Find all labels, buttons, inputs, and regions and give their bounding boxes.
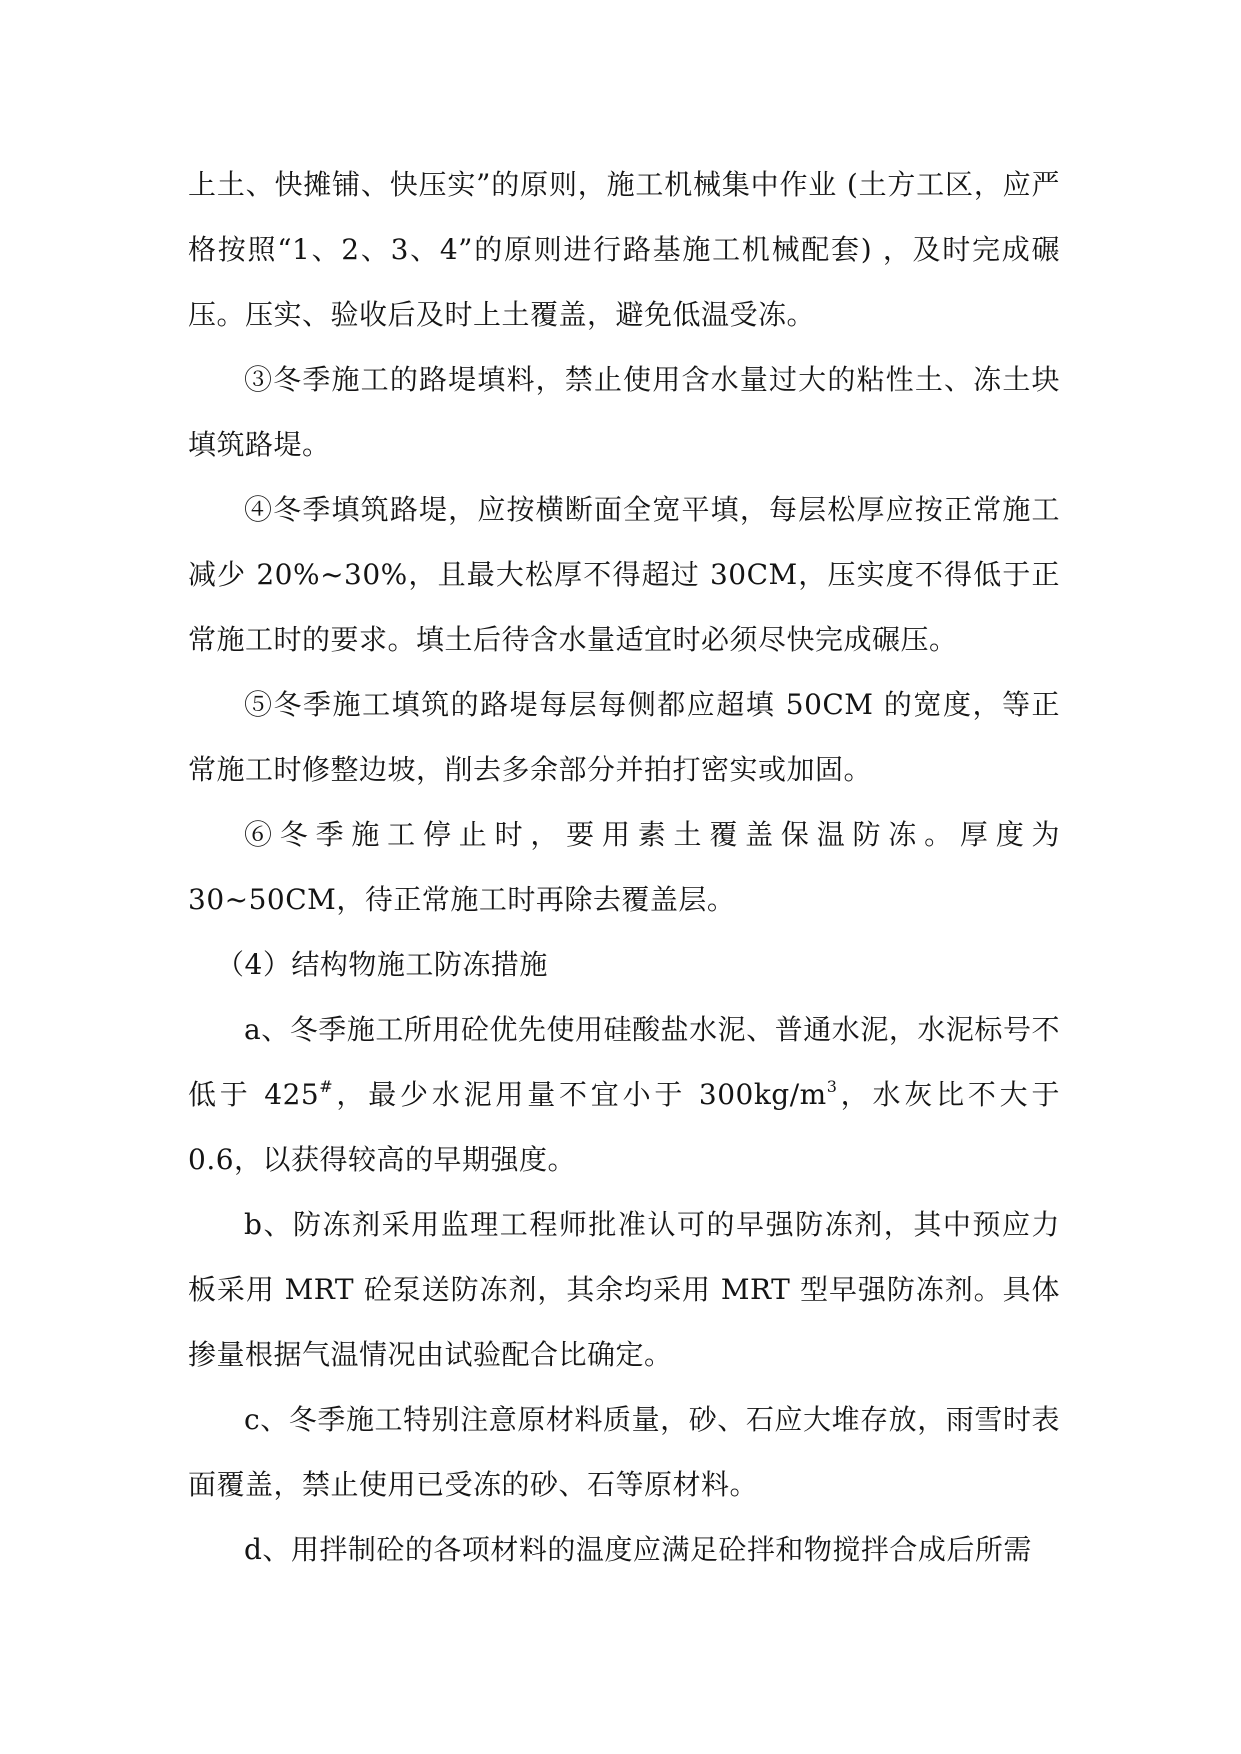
paragraph-item-5: ⑤冬季施工填筑的路堤每层每侧都应超填 50CM 的宽度，等正常施工时修整边坡，削去多余部分并拍打密实或加固。 <box>188 688 1060 786</box>
paragraph-item-a-text-3: ，水灰比不大于 0.6，以获得较高的早期强度。 <box>188 1078 1060 1176</box>
paragraph-item-4: ④冬季填筑路堤，应按横断面全宽平填，每层松厚应按正常施工减少 20%~30%，且最大松厚不得超过 30CM，压实度不得低于正常施工时的要求。填土后待含水量适宜时必须尽快完成碾压。 <box>188 493 1060 656</box>
paragraph-item-a-text-2: ，最少水泥用量不宜小于 300kg/m <box>333 1078 827 1111</box>
paragraph-item-d: d、用拌制砼的各项材料的温度应满足砼拌和物搅拌合成后所需 <box>244 1533 1032 1566</box>
section-heading: （4）结构物施工防冻措施 <box>216 948 548 981</box>
paragraph-item-a-text-1: a、冬季施工所用砼优先使用硅酸盐水泥、普通水泥，水泥标号不低于 425 <box>188 1013 1060 1111</box>
paragraph-item-a <box>188 997 1060 1192</box>
document-page <box>188 152 1060 1582</box>
paragraph-item-6: ⑥冬季施工停止时，要用素土覆盖保温防冻。厚度为 30~50CM，待正常施工时再除去覆盖层。 <box>188 818 1060 916</box>
paragraph-item-a-superscript-hash: # <box>319 1077 334 1096</box>
paragraph-item-a-superscript-3: 3 <box>826 1077 838 1096</box>
paragraph-item-b: b、防冻剂采用监理工程师批准认可的早强防冻剂，其中预应力板采用 MRT 砼泵送防冻剂，其余均采用 MRT 型早强防冻剂。具体掺量根据气温情况由试验配合比确定。 <box>188 1208 1060 1371</box>
paragraph-continuation: 上土、快摊铺、快压实”的原则，施工机械集中作业 (土方工区，应严格按照“1、2、3、4”的原则进行路基施工机械配套) ，及时完成碾压。压实、验收后及时上土覆盖，避免低温受冻。 <box>188 168 1060 331</box>
paragraph-item-3: ③冬季施工的路堤填料，禁止使用含水量过大的粘性土、冻土块填筑路堤。 <box>188 363 1060 461</box>
paragraph-item-c: c、冬季施工特别注意原材料质量，砂、石应大堆存放，雨雪时表面覆盖，禁止使用已受冻的砂、石等原材料。 <box>188 1403 1060 1501</box>
